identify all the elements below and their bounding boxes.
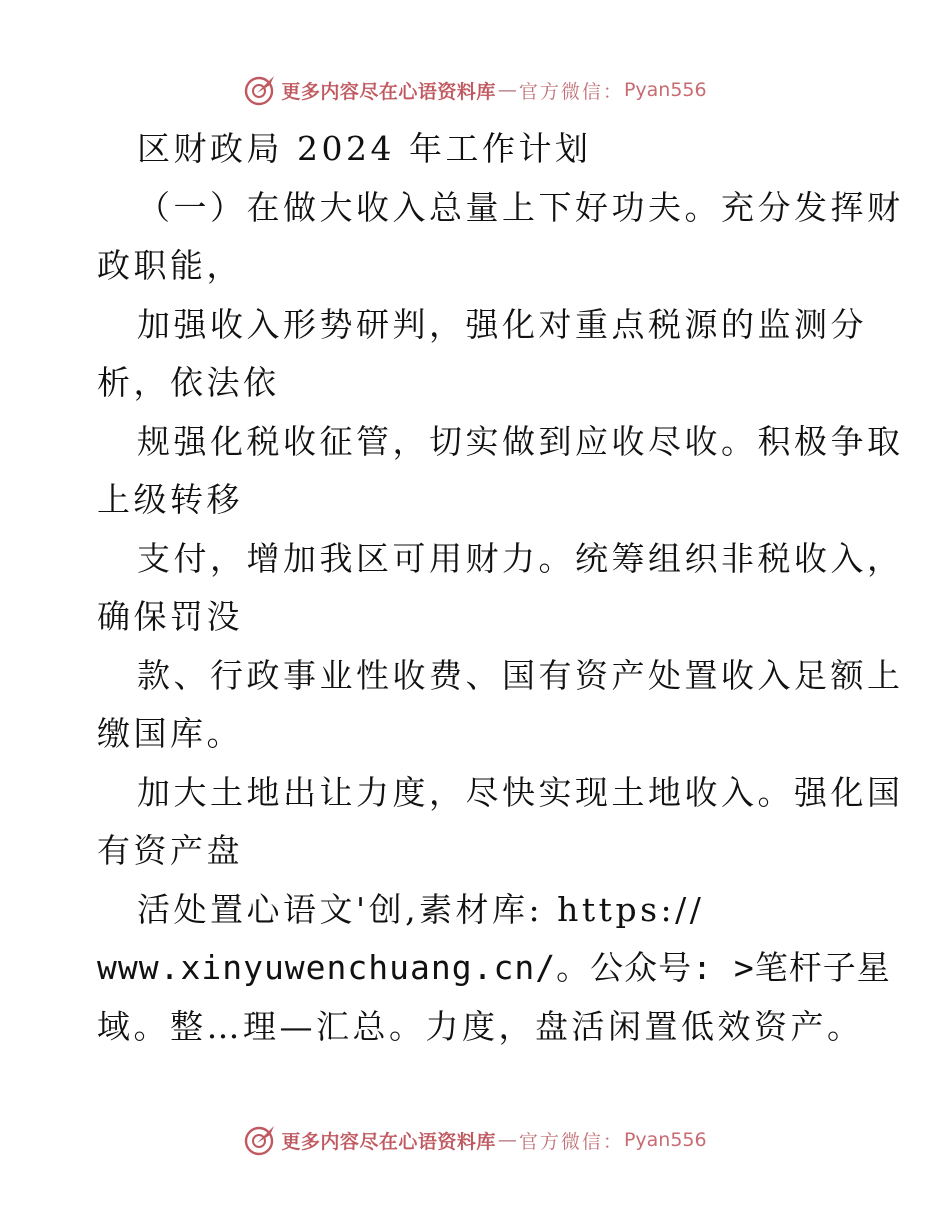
url-line: www.xinyuwenchuang.cn/。公众号: >笔杆子星 — [97, 948, 891, 987]
paragraph-line: 支付，增加我区可用财力。统筹组织非税收入， — [137, 538, 904, 578]
banner-brand-text: 更多内容尽在心语资料库 — [281, 1130, 496, 1153]
paragraph-line: 加大土地出让力度，尽快实现土地收入。强化国 — [137, 772, 904, 812]
footer-banner — [0, 1120, 950, 1160]
paragraph-line: 款、行政事业性收费、国有资产处置收入足额上 — [137, 655, 904, 695]
banner-wechat-id: Pyan556 — [623, 79, 707, 101]
banner-wechat-id: Pyan556 — [623, 1129, 707, 1151]
document-title: 区财政局 2024 年工作计划 — [137, 129, 592, 168]
quill-logo-icon — [243, 73, 277, 107]
banner-separator: — — [497, 79, 517, 101]
paragraph-line: 域。整…理—汇总。力度，盘活闲置低效资产。 — [97, 1006, 864, 1046]
paragraph-line: （一）在做大收入总量上下好功夫。充分发挥财 — [137, 187, 904, 227]
paragraph-line: 有资产盘 — [97, 831, 243, 870]
header-banner — [0, 70, 950, 110]
paragraph-line: 缴国库。 — [97, 714, 243, 753]
banner-wechat-label: 官方微信： — [518, 1130, 624, 1153]
document-body — [97, 120, 904, 1056]
banner-wechat-label: 官方微信： — [518, 80, 624, 103]
paragraph-line: 规强化税收征管，切实做到应收尽收。积极争取 — [137, 421, 904, 461]
paragraph-line: 确保罚没 — [97, 597, 243, 636]
paragraph-line: 析，依法依 — [97, 363, 280, 402]
banner-brand-text: 更多内容尽在心语资料库 — [281, 80, 496, 103]
paragraph-line: 加强收入形势研判，强化对重点税源的监测分 — [137, 304, 867, 344]
paragraph-line: 活处置心语文'创,素材库: https:// — [137, 889, 705, 929]
paragraph-line: 政职能， — [97, 246, 243, 285]
paragraph-line: 上级转移 — [97, 480, 243, 519]
banner-separator: — — [497, 1129, 517, 1151]
quill-logo-icon — [243, 1123, 277, 1157]
